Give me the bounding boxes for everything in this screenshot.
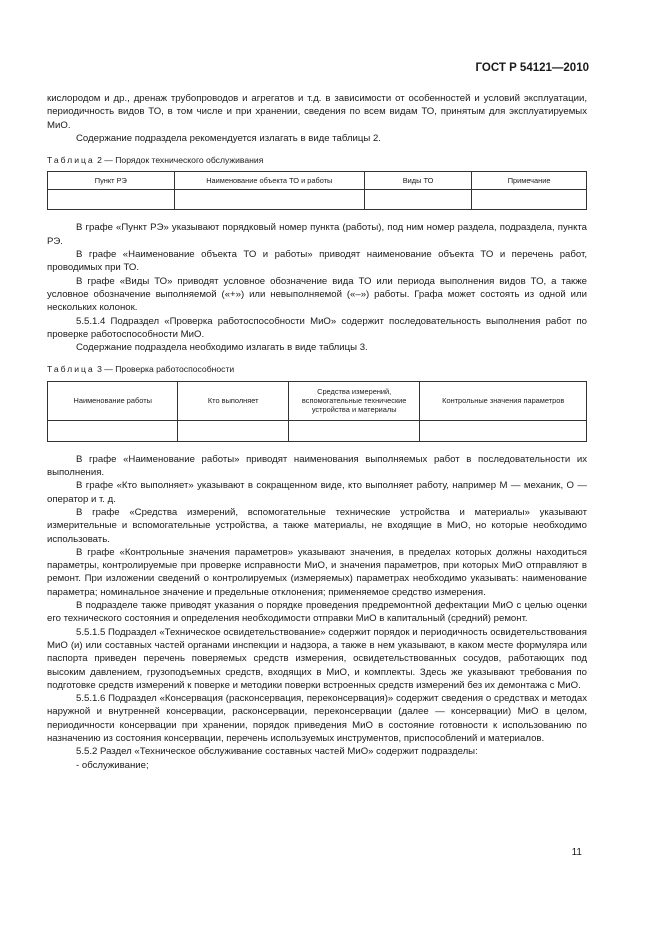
- paragraph: В графе «Контрольные значения параметров» указывают значения, в пределах которых должны находиться параметры, контролируемые при проверке исправности МиО, и значения параметров, при которых МиО отправляют в ремонт. При изложении сведений о контролируемых (измеряемых) параметрах необходимо указывать: наименование параметра; номинальное значение и предельные отклонения; применяемое средство измерения.: [47, 546, 587, 598]
- table-header-row: [48, 381, 587, 420]
- page-content: [47, 92, 587, 772]
- table-header-cell: Примечание: [472, 172, 587, 190]
- caption-label: Таблица: [47, 364, 95, 375]
- table-row: [48, 190, 587, 210]
- paragraph: кислородом и др., дренаж трубопроводов и агрегатов и т.д. в зависимости от особенностей и условий эксплуатации, периодичность видов ТО, в том числе и при хранении, сведения по всем видам ТО, принятым для эксплуатируемых МиО.: [47, 93, 587, 131]
- paragraph: В графе «Кто выполняет» указывают в сокращенном виде, кто выполняет работу, например М — механик, О — оператор и т. д.: [47, 480, 587, 505]
- table-2: [47, 171, 587, 210]
- table-cell: [472, 190, 587, 210]
- table-cell: [48, 420, 178, 441]
- table-header-cell: Наименование работы: [48, 381, 178, 420]
- table-header-cell: Кто выполняет: [178, 381, 288, 420]
- table-header-cell: Виды ТО: [364, 172, 471, 190]
- table-cell: [178, 420, 288, 441]
- table-cell: [288, 420, 420, 441]
- standard-header: ГОСТ Р 54121—2010: [475, 62, 589, 74]
- table-3: [47, 381, 587, 442]
- table-header-cell: Пункт РЭ: [48, 172, 175, 190]
- caption-text: 2 — Порядок технического обслуживания: [97, 155, 264, 166]
- paragraph: В графе «Средства измерений, вспомогательные технические устройства и материалы» указывают измерительные и вспомогательные устройства, а также материалы, не входящие в МиО, но которые необходимо использовать.: [47, 506, 587, 545]
- table-2-caption: [47, 154, 587, 167]
- table-header-cell: Наименование объекта ТО и работы: [174, 172, 364, 190]
- paragraph: В графе «Виды ТО» приводят условное обозначение вида ТО или периода выполнения видов ТО, а также условное обозначение выполняемой («+») или невыполняемой («–») работы. Графа может состоять из одной или нескольких колонок.: [47, 275, 587, 314]
- paragraph: В графе «Пункт РЭ» указывают порядковый номер пункта (работы), под ним номер раздела, подраздела, пункта РЭ.: [47, 222, 587, 247]
- table-3-caption: [47, 363, 587, 376]
- page-number: 11: [571, 847, 582, 858]
- paragraph: Содержание подраздела рекомендуется излагать в виде таблицы 2.: [76, 132, 381, 144]
- paragraph: 5.5.2 Раздел «Техническое обслуживание составных частей МиО» содержит подразделы:: [76, 746, 478, 758]
- table-cell: [420, 420, 587, 441]
- table-cell: [174, 190, 364, 210]
- table-header-cell: Контрольные значения параметров: [420, 381, 587, 420]
- table-header-cell: Средства измерений, вспомогательные технические устройства и материалы: [288, 381, 420, 420]
- table-cell: [364, 190, 471, 210]
- paragraph: 5.5.1.5 Подраздел «Техническое освидетельствование» содержит порядок и периодичность освидетельствования МиО (и) или составных частей органами инспекции и надзора, а также в нем указывают, в каком месте формуляра или паспорта приведен перечень поверяемых средств измерения, освидетельствованных сосудов, работающих под высоким давлением, грузоподъемных средств, входящих в МиО, и комплекты. Здесь же указывают требования по подготовке средств измерений к поверке и методики поверки встроенных средств измерений без их демонтажа с МиО.: [47, 626, 587, 691]
- paragraph: В подразделе также приводят указания о порядке проведения предремонтной дефектации МиО с целью оценки его технического состояния и определения необходимости отправки МиО в капитальный (средний) ремонт.: [47, 600, 587, 625]
- paragraph: 5.5.1.6 Подраздел «Консервация (расконсервация, переконсервация)» содержит сведения о средствах и методах наружной и внутренней консервации, расконсервации, переконсервации (далее — консервации) МиО в целом, периодичности консервации при хранении, порядок приведения МиО в состояние готовности к использованию по назначению из состояния консервации, перечень используемых инструментов, приспособлений и материалов.: [47, 693, 587, 744]
- table-row: [48, 420, 587, 441]
- paragraph: В графе «Наименование работы» приводят наименования выполняемых работ в последовательности их выполнения.: [47, 453, 587, 479]
- table-header-row: [48, 172, 587, 190]
- paragraph: Содержание подраздела необходимо излагать в виде таблицы 3.: [76, 342, 368, 354]
- caption-text: 3 — Проверка работоспособности: [97, 364, 235, 375]
- caption-label: Таблица: [47, 155, 95, 166]
- paragraph: В графе «Наименование объекта ТО и работы» приводят наименование объекта ТО и перечень работ, проводимых при ТО.: [47, 249, 587, 274]
- list-item: - обслуживание;: [76, 759, 149, 771]
- paragraph: 5.5.1.4 Подраздел «Проверка работоспособности МиО» содержит последовательность выполнения работ по проверке работоспособности МиО.: [47, 315, 587, 340]
- table-cell: [48, 190, 175, 210]
